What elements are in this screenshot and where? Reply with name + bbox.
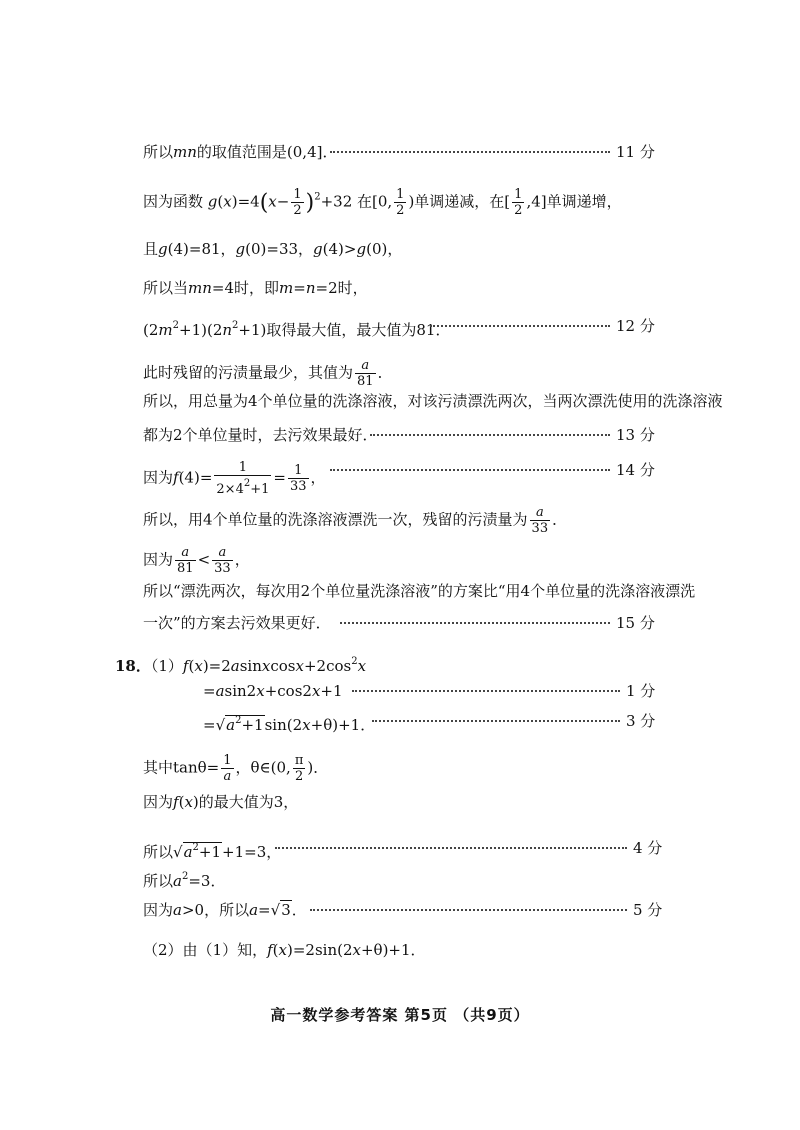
score-mark: 5 分 bbox=[633, 901, 663, 919]
line-content: 因为f(4)= $\frac{1}{2\times 4^2+1}$ = $\frac{1}{33}$ ， bbox=[143, 460, 326, 497]
line-content: =asin2x+cos2x+1 bbox=[203, 682, 343, 700]
line-content: 因为 $\frac{a}{81}$ < $\frac{a}{33}$ ， bbox=[143, 545, 250, 576]
dotted-leader bbox=[310, 909, 627, 911]
score-mark: 12 分 bbox=[616, 317, 655, 335]
line-content: 其中tanθ= $\frac{1}{a}$ ，θ∈(0, $\frac{\pi}{2}$ )． bbox=[143, 753, 329, 784]
dotted-leader bbox=[352, 690, 620, 692]
score-mark: 14 分 bbox=[616, 461, 655, 479]
dotted-leader bbox=[330, 469, 610, 471]
line-content: 所以当mn=4时，即m=n=2时， bbox=[143, 279, 368, 297]
line-content: 所以，用4个单位量的洗涤溶液漂洗一次，残留的污渍量为 $\frac{a}{33}$ ． bbox=[143, 505, 568, 536]
score-mark: 4 分 bbox=[633, 839, 663, 857]
dotted-leader bbox=[370, 434, 610, 436]
score-mark: 11 分 bbox=[616, 143, 655, 161]
line-content: 都为2个单位量时，去污效果最好． bbox=[143, 426, 378, 444]
score-mark: 15 分 bbox=[616, 614, 655, 632]
line-content: $=√a^2+1\sin(2x+\theta)+1$． bbox=[203, 715, 376, 734]
score-mark: 1 分 bbox=[626, 682, 656, 700]
line-content: 所以mn的取值范围是(0,4]． bbox=[143, 143, 338, 161]
page-footer: 高一数学参考答案 第5页 （共9页） bbox=[270, 1006, 530, 1024]
line-content: 因为函数 g(x)=4(x− $\frac{1}{2}$ )$^2$+32 在[0, $\frac{1}{2}$ )单调递减，在[ $\frac{1}{2}$ ,4]单调递增， bbox=[143, 187, 622, 218]
line-content: 且g(4)=81，g(0)=33，g(4)>g(0)， bbox=[143, 240, 403, 258]
line-content: 所以，用总量为4个单位量的洗涤溶液，对该污渍漂洗两次，当两次漂洗使用的洗涤溶液 bbox=[143, 392, 723, 410]
line-content: 所以“漂洗两次，每次用2个单位量洗涤溶液”的方案比“用4个单位量的洗涤溶液漂洗 bbox=[143, 582, 696, 600]
dotted-leader bbox=[430, 325, 610, 327]
line-content: 此时残留的污渍量最少，其值为 $\frac{a}{81}$ ． bbox=[143, 358, 393, 389]
line-content: 18．$(1)f(x)=2asinxcosx+2\cos^2x$ bbox=[115, 656, 367, 675]
line-content: 所以$√a^2+1+1=3$， bbox=[143, 842, 282, 861]
line-content: 所以$a^2=3$． bbox=[143, 871, 226, 890]
dotted-leader bbox=[340, 622, 610, 624]
line-content: 因为f(x)的最大值为3， bbox=[143, 793, 299, 811]
dotted-leader bbox=[330, 151, 610, 153]
line-content: $(2m^2+1)(2n^2+1)$取得最大值，最大值为81． bbox=[143, 320, 451, 339]
line-content: （2）由（1）知，f(x)=2sin(2x+θ)+1． bbox=[143, 941, 426, 959]
score-mark: 3 分 bbox=[626, 712, 656, 730]
line-content: 因为a>0，所以a=√3． bbox=[143, 901, 307, 919]
line-content: 一次”的方案去污效果更好． bbox=[143, 614, 331, 632]
dotted-leader bbox=[372, 720, 620, 722]
dotted-leader bbox=[275, 847, 627, 849]
score-mark: 13 分 bbox=[616, 426, 655, 444]
